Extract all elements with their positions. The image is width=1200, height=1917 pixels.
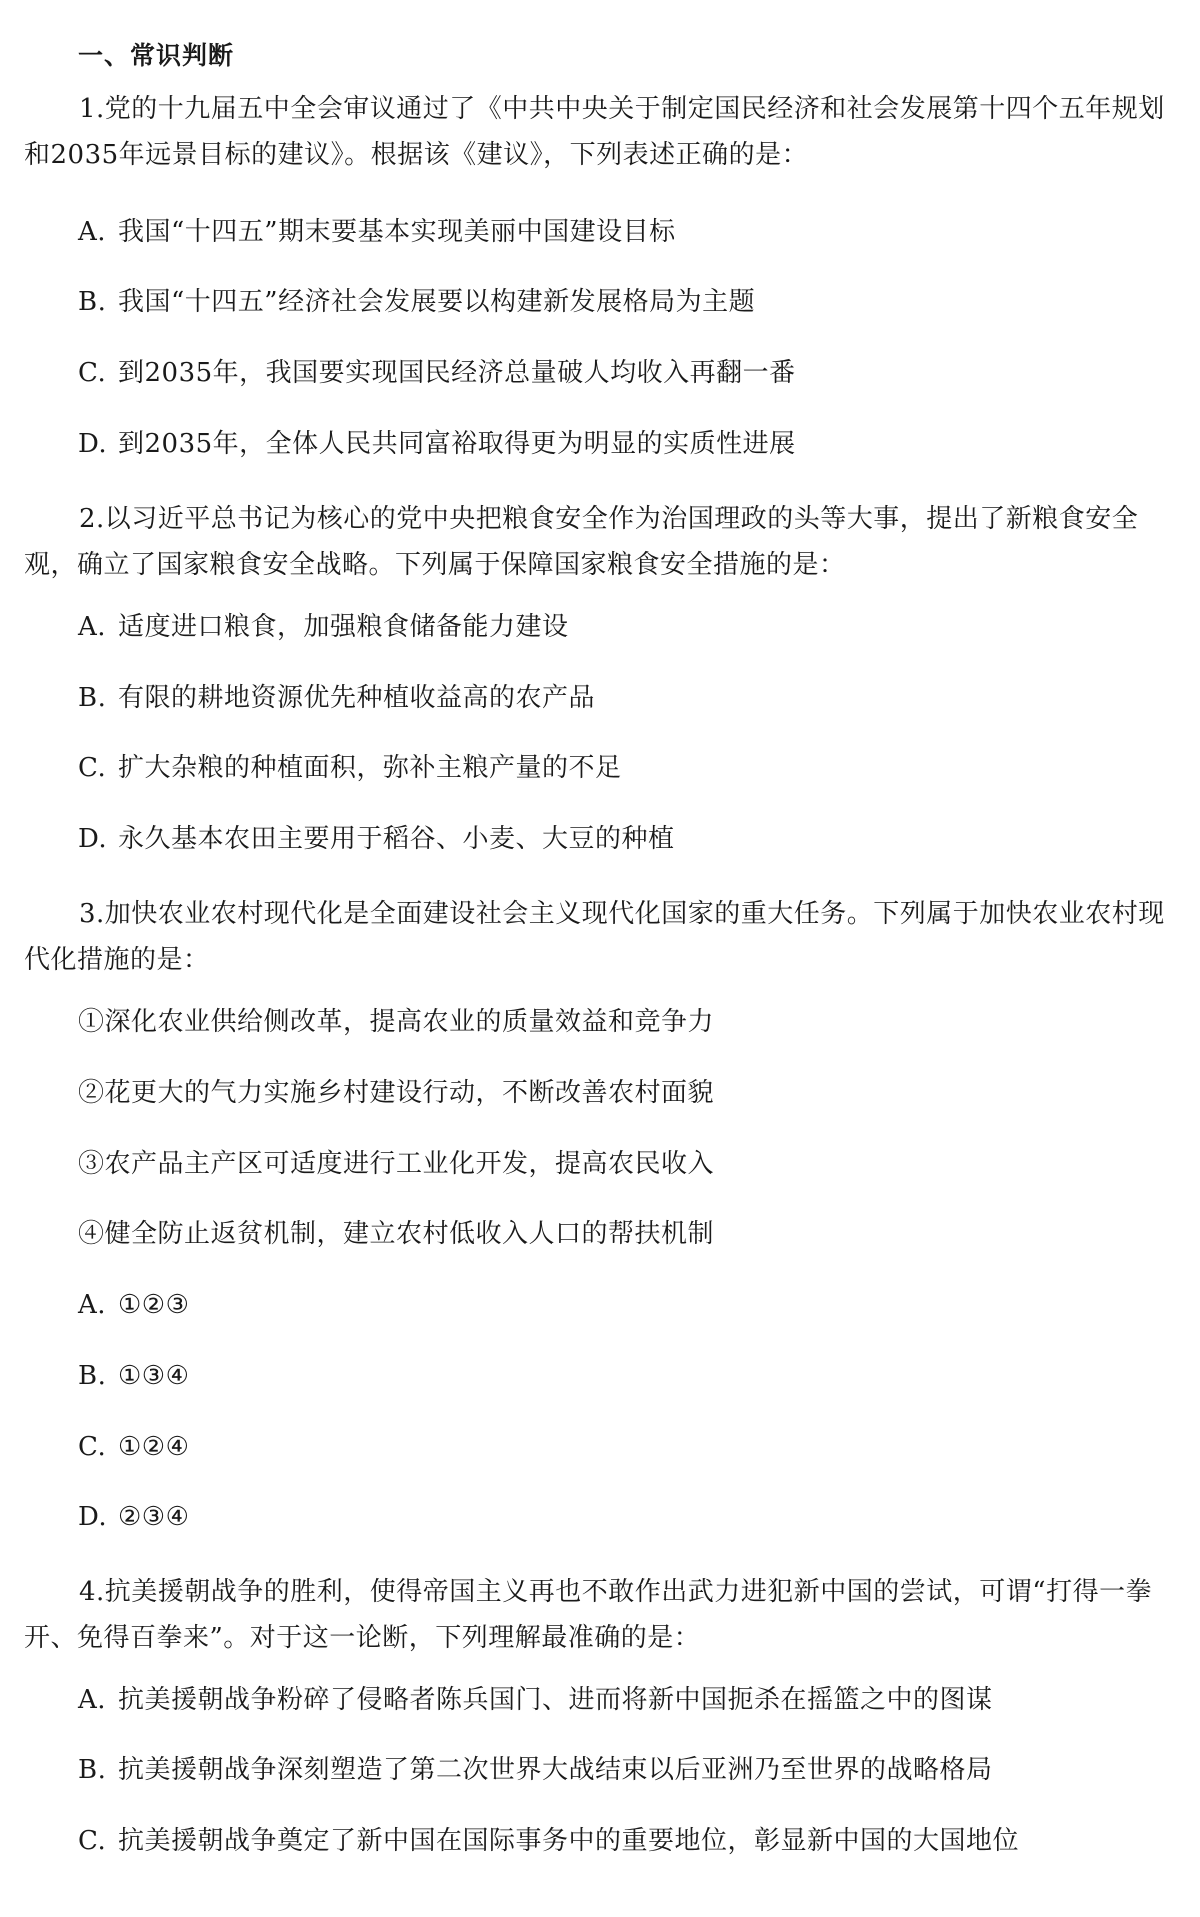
- option-text: 抗美援朝战争奠定了新中国在国际事务中的重要地位，彰显新中国的大国地位: [118, 1826, 1020, 1856]
- section-title: 一、常识判断: [78, 41, 235, 70]
- option-label: B.: [78, 1361, 107, 1391]
- question-3-item-2: ②花更大的气力实施乡村建设行动，不断改善农村面貌: [78, 1078, 715, 1108]
- option-text: ①③④: [118, 1361, 190, 1391]
- question-3-option-c: [78, 1429, 189, 1465]
- question-2-option-d: [78, 821, 675, 857]
- question-3-item-3: ③农产品主产区可适度进行工业化开发，提高农民收入: [78, 1149, 715, 1179]
- question-1-option-a: [78, 214, 676, 250]
- option-text: 有限的耕地资源优先种植收益高的农产品: [118, 683, 596, 713]
- option-label: A.: [78, 1685, 107, 1715]
- option-text: 适度进口粮食，加强粮食储备能力建设: [118, 612, 569, 642]
- option-label: A.: [78, 217, 107, 247]
- option-label: D.: [78, 824, 108, 854]
- question-2-option-b: [78, 680, 595, 716]
- question-3-option-a: [78, 1287, 189, 1323]
- option-label: A.: [78, 1290, 107, 1320]
- question-4-option-c: [78, 1823, 1019, 1859]
- question-3-stem: 3.加快农业农村现代化是全面建设社会主义现代化国家的重大任务。下列属于加快农业农村现代化措施的是：: [24, 899, 1165, 975]
- option-text: 我国“十四五”经济社会发展要以构建新发展格局为主题: [118, 287, 756, 317]
- option-text: 抗美援朝战争深刻塑造了第二次世界大战结束以后亚洲乃至世界的战略格局: [118, 1755, 993, 1785]
- option-text: 永久基本农田主要用于稻谷、小麦、大豆的种植: [118, 824, 675, 854]
- question-1-option-c: [78, 355, 796, 391]
- option-label: B.: [78, 1755, 107, 1785]
- question-2-option-a: [78, 609, 569, 645]
- question-2-stem: 2.以习近平总书记为核心的党中央把粮食安全作为治国理政的头等大事，提出了新粮食安全观，确立了国家粮食安全战略。下列属于保障国家粮食安全措施的是：: [24, 504, 1139, 580]
- option-label: C.: [78, 1826, 107, 1856]
- option-text: ①②③: [118, 1290, 190, 1320]
- option-text: 到2035年，我国要实现国民经济总量破人均收入再翻一番: [118, 358, 796, 388]
- option-text: 扩大杂粮的种植面积，弥补主粮产量的不足: [118, 753, 622, 783]
- question-1-option-d: [78, 426, 796, 462]
- option-label: B.: [78, 287, 107, 317]
- option-label: C.: [78, 358, 107, 388]
- option-text: 抗美援朝战争粉碎了侵略者陈兵国门、进而将新中国扼杀在摇篮之中的图谋: [118, 1685, 993, 1715]
- option-label: D.: [78, 1502, 108, 1532]
- question-1-stem: 1.党的十九届五中全会审议通过了《中共中央关于制定国民经济和社会发展第十四个五年规划和2035年远景目标的建议》。根据该《建议》，下列表述正确的是：: [24, 94, 1165, 170]
- option-label: C.: [78, 753, 107, 783]
- question-4-stem: 4.抗美援朝战争的胜利，使得帝国主义再也不敢作出武力进犯新中国的尝试，可谓“打得一拳开、免得百拳来”。对于这一论断，下列理解最准确的是：: [24, 1577, 1153, 1653]
- question-4-option-b: [78, 1752, 993, 1788]
- question-3-item-4: ④健全防止返贫机制，建立农村低收入人口的帮扶机制: [78, 1219, 715, 1249]
- option-label: B.: [78, 683, 107, 713]
- question-2-option-c: [78, 750, 622, 786]
- option-label: A.: [78, 612, 107, 642]
- question-3-item-1: ①深化农业供给侧改革，提高农业的质量效益和竞争力: [78, 1007, 715, 1037]
- question-3-option-b: [78, 1358, 189, 1394]
- option-text: 我国“十四五”期末要基本实现美丽中国建设目标: [118, 217, 676, 247]
- option-label: C.: [78, 1432, 107, 1462]
- option-text: ①②④: [118, 1432, 190, 1462]
- question-1-option-b: [78, 284, 755, 320]
- option-label: D.: [78, 429, 108, 459]
- question-3-option-d: [78, 1499, 189, 1535]
- question-4-option-a: [78, 1682, 993, 1718]
- option-text: 到2035年，全体人民共同富裕取得更为明显的实质性进展: [118, 429, 796, 459]
- option-text: ②③④: [118, 1502, 190, 1532]
